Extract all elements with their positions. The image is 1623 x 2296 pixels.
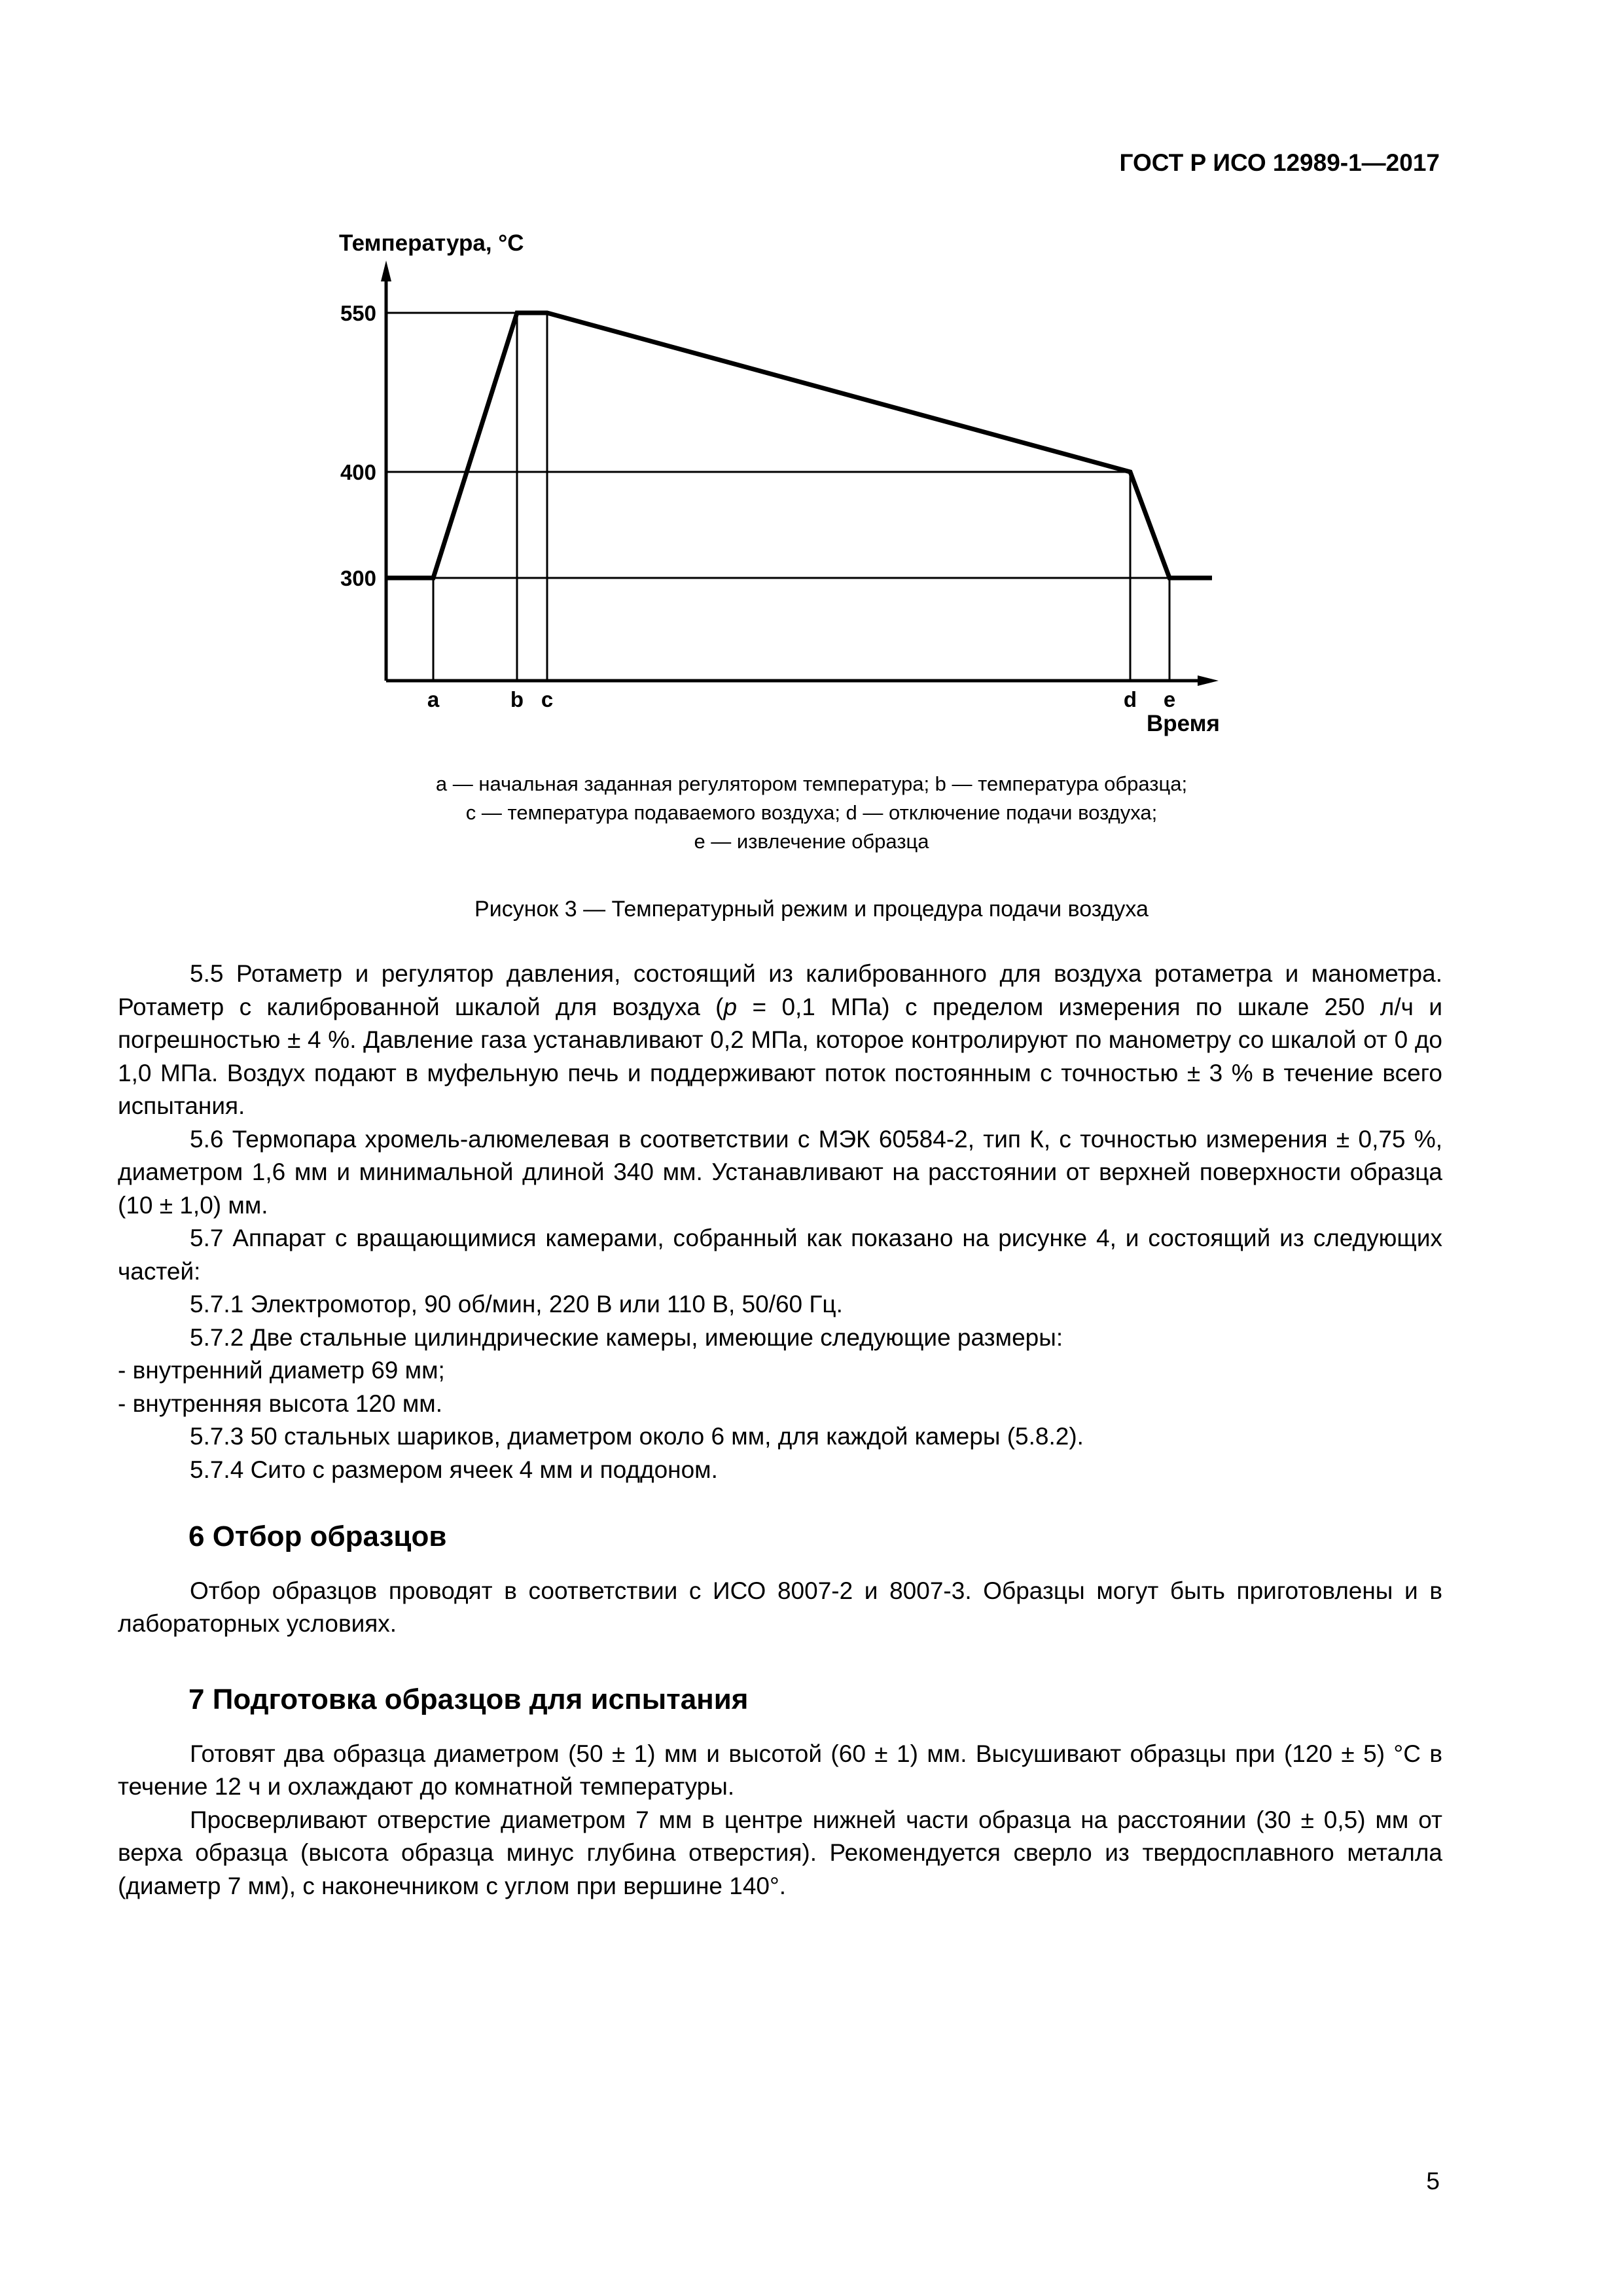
legend-line-3: e — извлечение образца: [694, 830, 929, 853]
paragraph-5-7-4: 5.7.4 Сито с размером ячеек 4 мм и поддоном.: [190, 1456, 718, 1483]
section-6-paragraph: Отбор образцов проводят в соответствии с ИСО 8007-2 и 8007-3. Образцы могут быть приготовлены и в лабораторных условиях.: [118, 1577, 1442, 1637]
legend-line-1: a — начальная заданная регулятором температура; b — температура образца;: [435, 772, 1188, 795]
section-6: [118, 1520, 1442, 1641]
paragraph-5-7-1: 5.7.1 Электромотор, 90 об/мин, 220 В или 110 В, 50/60 Гц.: [190, 1291, 843, 1318]
x-tick-label-c: c: [541, 687, 554, 711]
section-6-heading: 6 Отбор образцов: [188, 1520, 447, 1552]
paragraph-5-7: 5.7 Аппарат с вращающимися камерами, собранный как показано на рисунке 4, и состоящий из следующих частей:: [118, 1225, 1442, 1285]
x-axis-arrow: [1198, 675, 1219, 686]
x-tick-label-e: e: [1163, 687, 1176, 711]
paragraph-5-5: [118, 958, 1442, 1123]
y-axis-arrow: [381, 260, 391, 281]
x-tick-label-a: a: [427, 687, 440, 711]
section-7-paragraph-2: Просверливают отверстие диаметром 7 мм в центре нижней части образца на расстоянии (30 ± 0,5) мм от верха образца (высота образца минус глубина отверстия). Рекомендуется сверло из твердосплавного металла (диаметр 7 мм), с наконечником с углом при вершине 140°.: [118, 1806, 1442, 1899]
paragraph-5-6: 5.6 Термопара хромель-алюмелевая в соответствии с МЭК 60584-2, тип К, с точностью измерения ± 0,75 %, диаметром 1,6 мм и минимальной длиной 340 мм. Устанавливают на расстоянии от верхней поверхности образца (10 ± 1,0) мм.: [118, 1125, 1442, 1219]
section-7-heading: 7 Подготовка образцов для испытания: [188, 1683, 749, 1715]
document-code: ГОСТ Р ИСО 12989-1—2017: [1119, 149, 1440, 176]
section-5-text: [118, 958, 1442, 1486]
section-7: [118, 1683, 1442, 1903]
p55-part1: 5.5 Ротаметр и регулятор давления, состоящий из калиброванного для воздуха ротаметра и манометра. Ротаметр с калиброванной шкалой для воздуха (: [118, 960, 1442, 1020]
chart-svg: [0, 0, 1623, 785]
y-tick-label-300: 300: [340, 566, 376, 590]
temperature-series-line: [386, 313, 1212, 578]
paragraph-5-7-2: 5.7.2 Две стальные цилиндрические камеры, имеющие следующие размеры:: [190, 1323, 1063, 1351]
y-tick-label-550: 550: [340, 301, 376, 325]
x-tick-label-b: b: [510, 687, 524, 711]
y-tick-label-400: 400: [340, 460, 376, 484]
dash-item-1: - внутренний диаметр 69 мм;: [118, 1357, 445, 1384]
figure-caption: Рисунок 3 — Температурный режим и процедура подачи воздуха: [474, 897, 1149, 922]
p55-part2: = 0,1 МПа) с пределом измерения по шкале 250 л/ч и погрешностью ± 4 %. Давление газа устанавливают 0,2 МПа, которое контролируют по манометру со шкалой от 0 до 1,0 МПа. Воздух подают в муфельную печь и поддерживают поток постоянным с точностью ± 3 % в течение всего испытания.: [118, 993, 1442, 1119]
y-axis-label: Температура, °С: [339, 230, 524, 256]
section-7-paragraph-1: Готовят два образца диаметром (50 ± 1) мм и высотой (60 ± 1) мм. Высушивают образцы при (120 ± 5) °С в течение 12 ч и охлаждают до комнатной температуры.: [118, 1740, 1442, 1800]
paragraph-5-7-3: 5.7.3 50 стальных шариков, диаметром около 6 мм, для каждой камеры (5.8.2).: [190, 1423, 1084, 1450]
dash-item-2: - внутренняя высота 120 мм.: [118, 1390, 442, 1417]
legend-line-2: c — температура подаваемого воздуха; d — отключение подачи воздуха;: [465, 801, 1158, 824]
x-axis-label: Время: [1147, 711, 1220, 736]
page-number: 5: [1426, 2168, 1440, 2195]
x-tick-label-d: d: [1123, 687, 1137, 711]
figure-legend: [0, 770, 1623, 856]
p55-var: р: [723, 993, 738, 1020]
temperature-chart: [0, 0, 1623, 785]
